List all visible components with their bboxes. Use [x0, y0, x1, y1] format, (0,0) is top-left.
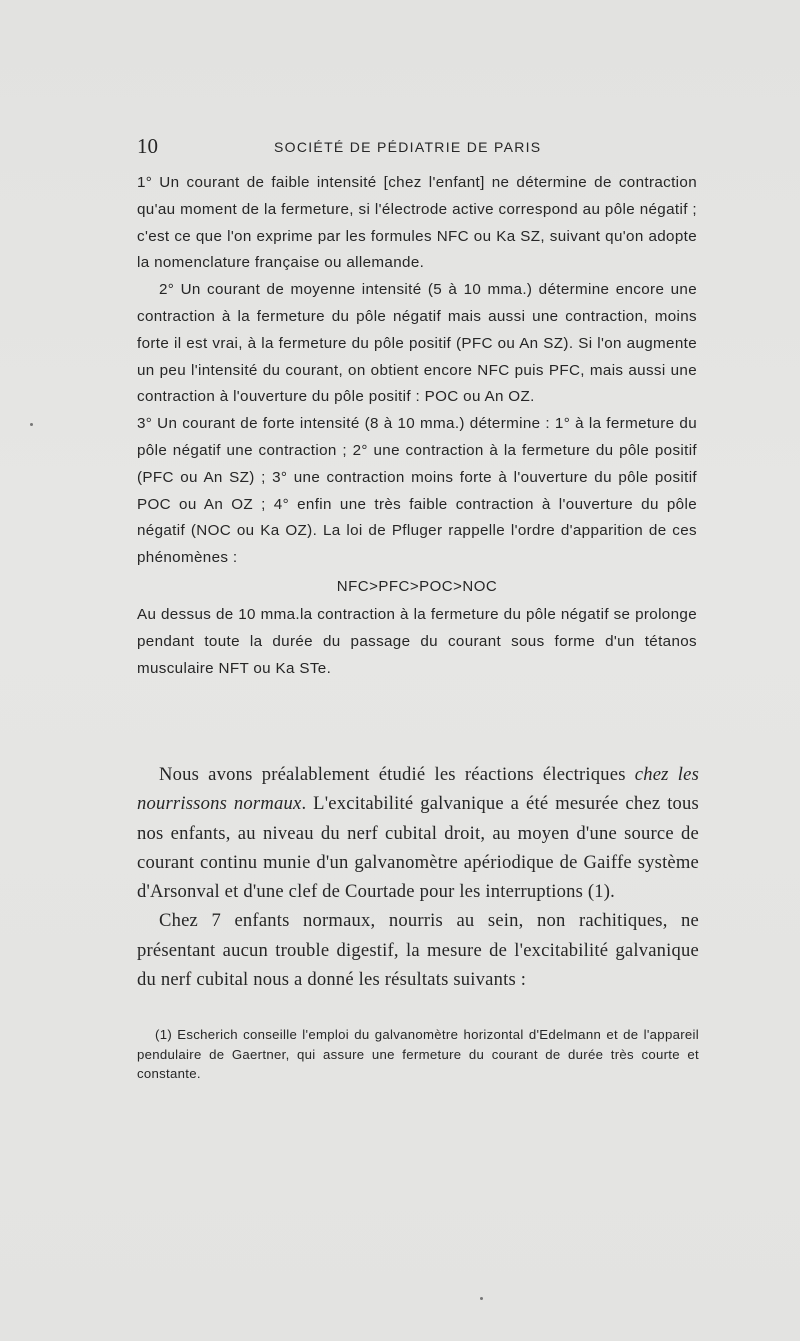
- list-item-3: 3° Un courant de forte intensité (8 à 10 mma.) détermine : 1° à la fermeture du pôle négatif une contraction ; 2° une contraction à la fermeture du pôle positif (PFC ou An SZ) ; 3° une contraction moins forte à l'ouverture du pôle positif POC ou An OZ ; 4° enfin une très faible contraction à l'ouverture du pôle négatif (NOC ou Ka OZ). La loi de Pfluger rappelle l'ordre d'apparition de ces phénomènes :: [137, 415, 697, 567]
- running-header: [137, 134, 697, 158]
- list-item-1: 1° Un courant de faible intensité [chez l'enfant] ne détermine de contraction qu'au moment de la fermeture, si l'électrode active correspond au pôle négatif ; c'est ce que l'on exprime par les formules NFC ou Ka SZ, suivant qu'on adopte la nomenclature française ou allemande.: [137, 174, 697, 272]
- enumerated-section: [137, 170, 697, 682]
- footnote: [137, 1025, 699, 1084]
- list-item-2: 2° Un courant de moyenne intensité (5 à 10 mma.) détermine encore une contraction à la fermeture du pôle négatif mais aussi une contraction, moins forte il est vrai, à la fermeture du pôle positif (PFC ou An SZ). Si l'on augmente un peu l'intensité du courant, on obtient encore NFC puis PFC, mais aussi une contraction à l'ouverture du pôle positif : POC ou An OZ.: [137, 281, 697, 406]
- italic-phrase: chez les nourrissons normaux: [137, 764, 700, 815]
- footnote-text: (1) Escherich conseille l'emploi du galvanomètre horizontal d'Edelmann et de l'appareil pendulaire de Gaertner, qui assure une fermeture du courant de durée très courte et constante.: [137, 1027, 699, 1081]
- journal-title: SOCIÉTÉ DE PÉDIATRIE DE PARIS: [274, 139, 542, 155]
- paragraph-methods-end: . L'excitabilité galvanique a été mesurée chez tous nos enfants, au niveau du nerf cubital droit, au moyen d'une source de courant continu munie d'un galvanomètre apériodique de Gaiffe système d'Arsonval et d'une clef de Courtade pour les interruptions (1).: [137, 793, 699, 903]
- page-number: 10: [137, 134, 158, 158]
- paragraph-results-intro: Chez 7 enfants normaux, nourris au sein, non rachitiques, ne présentant aucun trouble digestif, la mesure de l'excitabilité galvanique du nerf cubital nous a donné les résultats suivants :: [137, 910, 699, 991]
- paper-speck: [30, 423, 33, 426]
- paragraph-methods: [137, 760, 699, 906]
- paper-speck: [480, 1297, 483, 1300]
- paragraph-methods-start: Nous avons préalablement étudié les réactions électriques: [159, 764, 635, 785]
- tetanus-paragraph: Au dessus de 10 mma.la contraction à la fermeture du pôle négatif se prolonge pendant toute la durée du passage du courant sous forme d'un tétanos musculaire NFT ou Ka STe.: [137, 605, 697, 677]
- main-text: [137, 760, 699, 994]
- pfluger-formula: NFC>PFC>POC>NOC: [336, 577, 498, 595]
